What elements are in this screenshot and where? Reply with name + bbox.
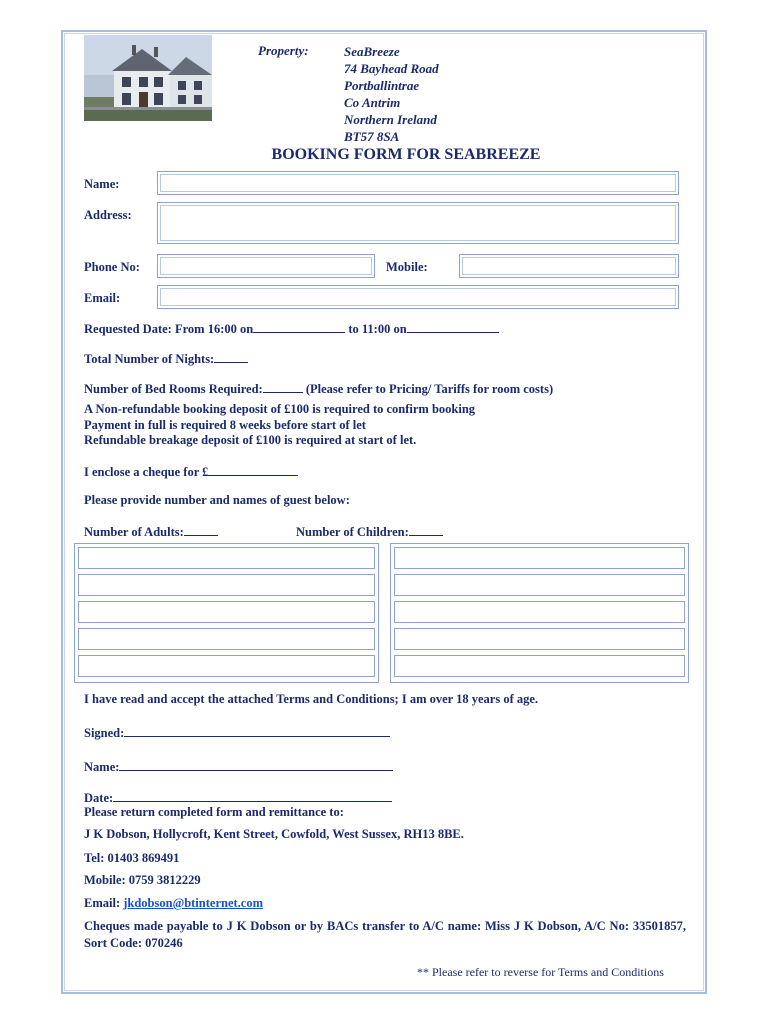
nights-row — [84, 350, 248, 367]
mobile-input[interactable] — [459, 254, 679, 278]
email-link[interactable]: jkdobson@btinternet.com — [123, 896, 263, 910]
bedrooms-label: Number of Bed Rooms Required: — [84, 382, 263, 396]
house-photo — [84, 35, 212, 121]
email-row — [84, 896, 263, 911]
adults-row — [84, 523, 218, 540]
payment-instructions: Cheques made payable to J K Dobson or by BACs transfer to A/C name: Miss J K Dobson, A/C No: 33501857, Sort Code: 070246 — [84, 919, 686, 950]
bedrooms-blank[interactable] — [263, 380, 303, 393]
date-row — [84, 789, 392, 806]
sign-name-row — [84, 758, 393, 775]
address-line: Portballintrae — [344, 78, 420, 93]
email-label: Email: — [84, 291, 121, 305]
guest-names-right — [390, 543, 689, 683]
date-blank[interactable] — [113, 789, 392, 802]
nights-label: Total Number of Nights: — [84, 352, 215, 366]
guest-names-left — [74, 543, 379, 683]
email-input[interactable] — [157, 285, 679, 309]
address-line: SeaBreeze — [344, 44, 400, 59]
signed-label: Signed: — [84, 726, 125, 740]
guest-name-field[interactable] — [78, 547, 375, 569]
property-label: Property: — [258, 43, 309, 58]
return-address: J K Dobson, Hollycroft, Kent Street, Cowfold, West Sussex, RH13 8BE. — [84, 827, 464, 841]
property-address — [344, 43, 439, 145]
mobile-number: Mobile: 0759 3812229 — [84, 873, 201, 887]
accept-terms: I have read and accept the attached Terms and Conditions; I am over 18 years of age. — [84, 692, 539, 706]
tel-number: Tel: 01403 869491 — [84, 851, 180, 865]
requested-date-row — [84, 320, 499, 337]
guest-name-field[interactable] — [394, 547, 685, 569]
deposit-line: Payment in full is required 8 weeks before start of let — [84, 417, 366, 432]
guest-name-field[interactable] — [78, 574, 375, 596]
address-line: BT57 8SA — [344, 129, 400, 144]
cheque-amount-blank[interactable] — [208, 463, 298, 476]
signature-blank[interactable] — [124, 724, 390, 737]
cheque-label: I enclose a cheque for £ — [84, 465, 209, 479]
address-line: 74 Bayhead Road — [344, 61, 439, 76]
terms-footnote: ** Please refer to reverse for Terms and Conditions — [417, 965, 664, 979]
children-blank[interactable] — [409, 523, 443, 536]
mobile-label: Mobile: — [386, 260, 428, 274]
guest-name-field[interactable] — [78, 628, 375, 650]
address-line: Northern Ireland — [344, 112, 437, 127]
deposit-line: A Non-refundable booking deposit of £100 is required to confirm booking — [84, 402, 476, 416]
phone-input[interactable] — [157, 254, 375, 278]
children-label: Number of Children: — [296, 525, 409, 539]
return-instructions: Please return completed form and remittance to: — [84, 805, 344, 819]
guest-name-field[interactable] — [394, 628, 685, 650]
guest-name-field[interactable] — [78, 601, 375, 623]
sign-name-label: Name: — [84, 760, 120, 774]
name-label: Name: — [84, 177, 120, 191]
signed-row — [84, 724, 390, 741]
address-input[interactable] — [157, 202, 679, 244]
to-date-blank[interactable] — [407, 320, 499, 333]
form-title: BOOKING FORM FOR SEABREEZE — [271, 146, 541, 163]
deposit-terms — [84, 402, 475, 449]
sign-name-blank[interactable] — [119, 758, 393, 771]
deposit-line: Refundable breakage deposit of £100 is required at start of let. — [84, 433, 417, 447]
guest-name-field[interactable] — [394, 574, 685, 596]
guest-name-field[interactable] — [78, 655, 375, 677]
bedrooms-note: (Please refer to Pricing/ Tariffs for room costs) — [302, 382, 554, 396]
guest-name-field[interactable] — [394, 601, 685, 623]
cheque-row — [84, 463, 298, 480]
phone-label: Phone No: — [84, 260, 140, 274]
guests-intro: Please provide number and names of guest below: — [84, 493, 350, 507]
date-label: Date: — [84, 791, 114, 805]
adults-label: Number of Adults: — [84, 525, 184, 539]
address-label: Address: — [84, 208, 132, 222]
name-input[interactable] — [157, 171, 679, 195]
guest-name-field[interactable] — [394, 655, 685, 677]
adults-blank[interactable] — [184, 523, 218, 536]
address-line: Co Antrim — [344, 95, 401, 110]
children-row — [296, 523, 443, 540]
requested-from-label: Requested Date: From 16:00 on — [84, 322, 254, 336]
requested-to-label: to 11:00 on — [345, 322, 407, 336]
bedrooms-row — [84, 380, 553, 397]
email-contact-label: Email: — [84, 896, 124, 910]
from-date-blank[interactable] — [253, 320, 345, 333]
nights-blank[interactable] — [214, 350, 248, 363]
